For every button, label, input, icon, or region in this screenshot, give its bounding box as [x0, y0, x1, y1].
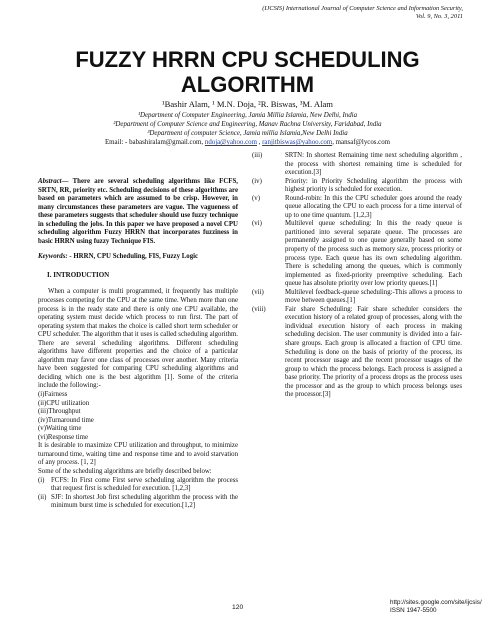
abstract-label: Abstract— [38, 178, 69, 185]
list-number: (v) [252, 194, 260, 202]
list-number: (i) [38, 476, 45, 484]
journal-volume: Vol. 9, No. 3, 2011 [415, 13, 463, 20]
email-link-doja[interactable]: ndoja@yahoo.com [204, 139, 257, 146]
criteria-summary: It is desirable to maximize CPU utilization and throughput, to minimize turnaround time, waiting time and response time and to avoid starvation of any process. [1, 2] [38, 442, 238, 467]
criteria-item: (iii)Throughput [38, 408, 81, 416]
email-line [20, 138, 475, 147]
abstract-text: There are several scheduling algorithms like FCFS, SRTN, RR, priority etc. Scheduling decisions of these algorithms are based on parameters which are assumed to be crisp. However, in many circumstances these parameters are vague. The vagueness of these parameters suggests that scheduler should use fuzzy technique in scheduling the jobs. In this paper we have proposed a novel CPU scheduling algorithm Fuzzy HRRN that incorporates fuzziness in basic HRRN using fuzzy Technique FIS. [38, 178, 238, 245]
author-list: ¹Bashir Alam, ¹ M.N. Doja, ²R. Biswas, ³M. Alam [162, 99, 333, 109]
affiliation-1: ¹Department of Computer Engineering, Jamia Millia Islamia, New Delhi, India [137, 112, 358, 119]
algorithm-item-priority [252, 178, 462, 195]
list-text: Multilevel queue scheduling: In this the ready queue is partitioned into several separate queue. The processes are permanently assigned to one queue generally based on some property of the process such as memory size, process priority or process type. Each queue has its own scheduling algorithm. There is scheduling among the queues, which is commonly implemented as fixed-priority preemptive scheduling. Each queue has absolute priority over low priority queues.[1] [285, 220, 462, 288]
algorithm-item-multilevel-queue [252, 220, 462, 288]
list-number: (iii) [252, 152, 263, 159]
algorithm-item-multilevel-feedback [252, 289, 462, 306]
list-text: SJF: In shortest Job first scheduling algorithm the process with the minimum burst time is scheduled for execution.[1,2] [51, 493, 238, 510]
email-prefix: Email: - babashiralam@gmail.com, [104, 139, 205, 146]
algorithm-item-srtn [252, 152, 462, 178]
criteria-item: (ii)CPU utilization [38, 399, 90, 407]
criteria-item: (i)Fairness [38, 391, 68, 399]
paper-title-line1: FUZZY HRRN CPU SCHEDULING [75, 47, 420, 72]
algorithm-item-fcfs [38, 477, 238, 494]
section-heading-introduction: I. INTRODUCTION [47, 270, 110, 279]
journal-name: (IJCSIS) International Journal of Computer Science and Information Security, [262, 5, 463, 12]
issn: ISSN 1947-5500 [390, 607, 437, 614]
list-text: Round-robin: In this the CPU scheduler goes around the ready queue allocating the CPU to each process for a time interval of up to one time quantum. [1,2,3] [285, 194, 462, 219]
algorithm-item-fair-share [252, 306, 462, 400]
affiliation-2: ²Department of Computer Science and Engineering, Manav Rachna University, Faridabad, India [113, 121, 382, 128]
algorithms-intro: Some of the scheduling algorithms are briefly described below: [38, 467, 212, 475]
email-link-biswas[interactable]: ranjitbiswas@yahoo.com [262, 139, 333, 146]
page-number: 120 [232, 604, 244, 611]
intro-paragraph: When a computer is multi programmed, it frequently has multiple processes competing for the CPU at the same time. When more than one process is in the ready state and there is only one CPU available, the operating system must decide which process to run first. The part of operating system that makes the choice is called short term scheduler or CPU scheduler. The algorithm that it uses is called scheduling algorithm. There are several scheduling algorithms. Different scheduling algorithms have different properties and the choice of a particular algorithm may favor one class of processes over another. Many criteria have been suggested for comparing CPU scheduling algorithms and deciding which one is the best algorithm [1]. Some of the criteria include the following:- [38, 288, 238, 390]
keywords-text: HRRN, CPU Scheduling, FIS, Fuzzy Logic [73, 253, 199, 261]
list-text: SRTN: In shortest Remaining time next scheduling algorithm , the process with shortest remaining time is scheduled for execution.[3] [285, 152, 462, 177]
journal-header [203, 5, 463, 21]
right-column [252, 152, 462, 400]
journal-url[interactable]: http://sites.google.com/site/ijcsis/ [390, 599, 482, 606]
keywords [38, 253, 238, 262]
list-text: Fair share Scheduling: Fair share scheduler considers the execution history of a related group of processes, along with the individual execution history of each process in making scheduling decision. The user community is divided into a fair- share groups. Each group is allocated a fraction of CPU time. Scheduling is done on the basis of priority of the process, its recent processor usage and the recent processor usages of the group to which the process belongs. Each process is assigned a base priority. The priority of a process drops as the process uses the processor and as the group to which process belongs uses the processor.[3] [285, 305, 462, 399]
abstract [38, 178, 238, 246]
criteria-item: (v)Waiting time [38, 425, 82, 433]
list-text: Priority: in Priority Scheduling algorithm the process with highest priority is scheduled for execution. [285, 177, 462, 194]
affiliation-3: ³Department of computer Science, Jamia millia Islamia,New Delhi India [147, 130, 348, 137]
list-number: (vi) [252, 220, 262, 228]
paper-title-line2: ALGORITHM [180, 72, 315, 97]
keywords-label: Keywords: - [38, 253, 74, 261]
algorithm-item-round-robin [252, 195, 462, 221]
algorithm-item-sjf [38, 494, 238, 511]
footer-info [390, 599, 482, 615]
email-separator: , [256, 139, 263, 146]
email-suffix: , mansaf@lycos.com [332, 139, 391, 146]
list-text: FCFS: In First come First serve scheduling algorithm the process that request first is scheduled for execution. [1,2,3] [51, 476, 238, 493]
list-number: (iv) [252, 177, 262, 185]
list-number: (ii) [38, 493, 47, 501]
criteria-item: (vi)Response time [38, 433, 88, 441]
list-text: Multilevel feedback-queue scheduling:-This allows a process to move between queues.[1] [285, 288, 462, 305]
list-number: (vii) [252, 288, 264, 296]
left-column [38, 178, 238, 511]
criteria-item: (iv)Turnaround time [38, 416, 94, 424]
list-number: (viii) [252, 305, 266, 313]
